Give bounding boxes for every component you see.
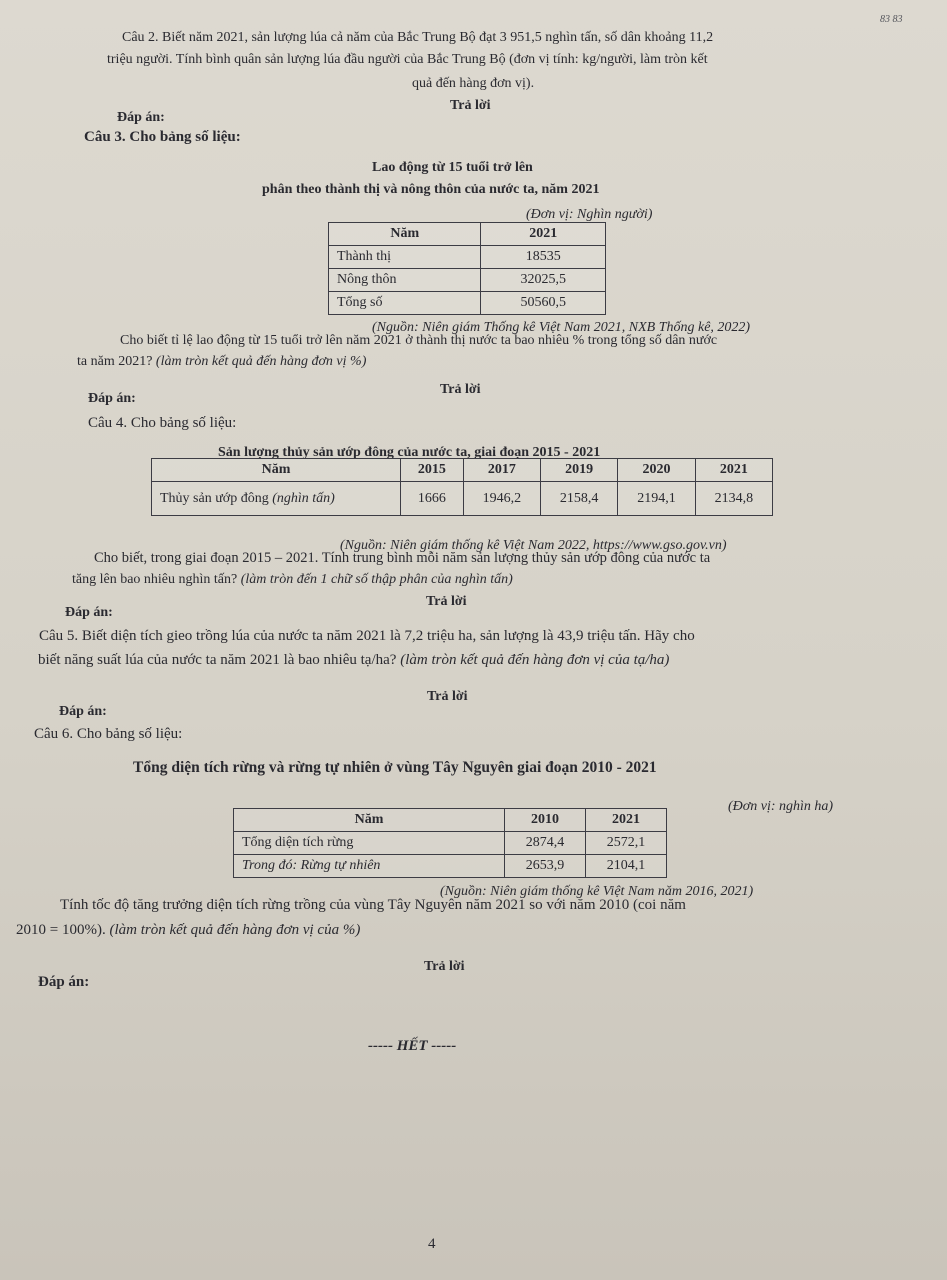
q6-row-label: Trong đó: Rừng tự nhiên bbox=[234, 855, 505, 878]
q6-question-line1: Tính tốc độ tăng trưởng diện tích rừng trồng của vùng Tây Nguyên năm 2021 so với năm 2010 (coi năm bbox=[60, 897, 686, 913]
q4-question-line2-text: tăng lên bao nhiêu nghìn tấn? bbox=[72, 572, 238, 587]
q2-text-line1: Câu 2. Biết năm 2021, sản lượng lúa cả năm của Bắc Trung Bộ đạt 3 951,5 nghìn tấn, số dân khoảng 11,2 bbox=[122, 30, 714, 45]
q6-answer-heading: Trả lời bbox=[424, 959, 465, 974]
corner-handwritten-mark: 83 83 bbox=[880, 14, 903, 25]
q3-header-year: Năm bbox=[329, 223, 481, 246]
q4-table-title: Sản lượng thủy sản ướp đông của nước ta, giai đoạn 2015 - 2021 bbox=[218, 445, 601, 460]
q6-table bbox=[233, 808, 667, 878]
q3-row-label: Thành thị bbox=[329, 246, 481, 269]
q4-value-2017: 1946,2 bbox=[463, 482, 540, 516]
q4-answer-heading: Trả lời bbox=[426, 594, 467, 609]
q3-question-line2-text: ta năm 2021? bbox=[77, 354, 153, 369]
q3-row-label: Tổng số bbox=[329, 292, 481, 315]
q3-header-2021: 2021 bbox=[481, 223, 606, 246]
q3-question-line2 bbox=[77, 352, 366, 372]
q3-source: (Nguồn: Niên giám Thống kê Việt Nam 2021, NXB Thống kê, 2022) bbox=[372, 320, 751, 335]
q3-answer-label: Đáp án: bbox=[88, 391, 136, 406]
table-row bbox=[329, 292, 606, 315]
q6-header-2021: 2021 bbox=[586, 809, 667, 832]
q5-question-line1: Câu 5. Biết diện tích gieo trồng lúa của nước ta năm 2021 là 7,2 triệu ha, sản lượng là 43,9 triệu tấn. Hãy cho bbox=[39, 628, 695, 644]
q6-answer-label: Đáp án: bbox=[38, 974, 90, 990]
q3-question-note: (làm tròn kết quả đến hàng đơn vị %) bbox=[155, 354, 367, 369]
q6-table-header-row bbox=[234, 809, 667, 832]
q2-answer-heading: Trả lời bbox=[450, 98, 491, 113]
q2-text-line2: triệu người. Tính bình quân sản lượng lúa đầu người của Bắc Trung Bộ (đơn vị tính: kg/người, làm tròn kết bbox=[107, 52, 708, 67]
q4-header-2017: 2017 bbox=[463, 459, 540, 482]
q4-header-2020: 2020 bbox=[618, 459, 695, 482]
q4-table bbox=[151, 458, 773, 516]
q4-question-note: (làm tròn đến 1 chữ số thập phân của nghìn tấn) bbox=[240, 572, 513, 587]
q6-table-unit: (Đơn vị: nghìn ha) bbox=[728, 799, 834, 814]
q2-text-line3: quả đến hàng đơn vị). bbox=[412, 76, 535, 91]
table-row bbox=[234, 855, 667, 878]
q6-row-value-2010: 2874,4 bbox=[505, 832, 586, 855]
q5-answer-label: Đáp án: bbox=[59, 704, 107, 719]
q5-answer-heading: Trả lời bbox=[427, 689, 468, 704]
end-mark: ----- HẾT ----- bbox=[368, 1038, 457, 1054]
q5-question-line2 bbox=[38, 650, 669, 670]
q6-header-year: Năm bbox=[234, 809, 505, 832]
q3-answer-heading: Trả lời bbox=[440, 382, 481, 397]
table-row bbox=[234, 832, 667, 855]
q3-intro bbox=[84, 127, 241, 147]
q4-value-2019: 2158,4 bbox=[541, 482, 618, 516]
q3-intro-text: Câu 3. Cho bảng số liệu: bbox=[84, 129, 241, 145]
q6-row-value-2021: 2104,1 bbox=[586, 855, 667, 878]
q4-value-2021: 2134,8 bbox=[695, 482, 772, 516]
q3-table bbox=[328, 222, 606, 315]
q4-header-2021: 2021 bbox=[695, 459, 772, 482]
q3-table-title-1: Lao động từ 15 tuổi trở lên bbox=[372, 160, 533, 175]
q4-row-label-text: Thủy sản ướp đông bbox=[160, 490, 269, 506]
q6-question-line2-text: 2010 = 100%). bbox=[16, 922, 106, 938]
q4-value-2015: 1666 bbox=[401, 482, 464, 516]
q4-question-line1: Cho biết, trong giai đoạn 2015 – 2021. Tính trung bình mỗi năm sản lượng thủy sản ướp đông của nước ta bbox=[94, 550, 711, 566]
q4-question-line2 bbox=[72, 570, 513, 590]
q4-answer-label: Đáp án: bbox=[65, 605, 113, 620]
q3-table-unit: (Đơn vị: Nghìn người) bbox=[526, 207, 653, 222]
q6-row-label: Tổng diện tích rừng bbox=[234, 832, 505, 855]
q3-table-title-2: phân theo thành thị và nông thôn của nước ta, năm 2021 bbox=[262, 182, 600, 197]
q6-row-value-2010: 2653,9 bbox=[505, 855, 586, 878]
q6-intro bbox=[34, 724, 182, 744]
q3-table-header-row bbox=[329, 223, 606, 246]
q6-row-value-2021: 2572,1 bbox=[586, 832, 667, 855]
page-number: 4 bbox=[428, 1236, 436, 1252]
q4-intro-text: Câu 4. Cho bảng số liệu: bbox=[88, 415, 237, 431]
q2-answer-label: Đáp án: bbox=[117, 110, 165, 125]
q5-question-line2-text: biết năng suất lúa của nước ta năm 2021 là bao nhiêu tạ/ha? bbox=[38, 652, 397, 668]
q4-row-label bbox=[152, 482, 401, 516]
table-row bbox=[329, 246, 606, 269]
q5-question-note: (làm tròn kết quả đến hàng đơn vị của tạ/ha) bbox=[400, 652, 670, 668]
q6-intro-text: Câu 6. Cho bảng số liệu: bbox=[34, 726, 183, 742]
q3-row-value: 50560,5 bbox=[481, 292, 606, 315]
q6-question-note: (làm tròn kết quả đến hàng đơn vị của %) bbox=[109, 922, 361, 938]
q6-table-title: Tổng diện tích rừng và rừng tự nhiên ở vùng Tây Nguyên giai đoạn 2010 - 2021 bbox=[133, 759, 657, 776]
q4-header-2015: 2015 bbox=[401, 459, 464, 482]
table-row bbox=[329, 269, 606, 292]
q4-row-unit: (nghìn tấn) bbox=[272, 490, 335, 506]
q6-source: (Nguồn: Niên giám thống kê Việt Nam năm 2016, 2021) bbox=[440, 884, 754, 899]
q6-header-2010: 2010 bbox=[505, 809, 586, 832]
q4-source: (Nguồn: Niên giám thống kê Việt Nam 2022, https://www.gso.gov.vn) bbox=[340, 538, 727, 553]
q6-question-line2 bbox=[16, 920, 360, 940]
q4-header-year: Năm bbox=[152, 459, 401, 482]
q3-row-value: 32025,5 bbox=[481, 269, 606, 292]
q4-header-2019: 2019 bbox=[541, 459, 618, 482]
q3-row-value: 18535 bbox=[481, 246, 606, 269]
q3-row-label: Nông thôn bbox=[329, 269, 481, 292]
q4-value-2020: 2194,1 bbox=[618, 482, 695, 516]
table-row bbox=[152, 482, 773, 516]
q4-table-header-row bbox=[152, 459, 773, 482]
q3-question-line1: Cho biết tỉ lệ lao động từ 15 tuổi trở lên năm 2021 ở thành thị nước ta bao nhiêu % trong tổng số dân nước bbox=[120, 333, 718, 348]
q4-intro bbox=[88, 413, 236, 433]
